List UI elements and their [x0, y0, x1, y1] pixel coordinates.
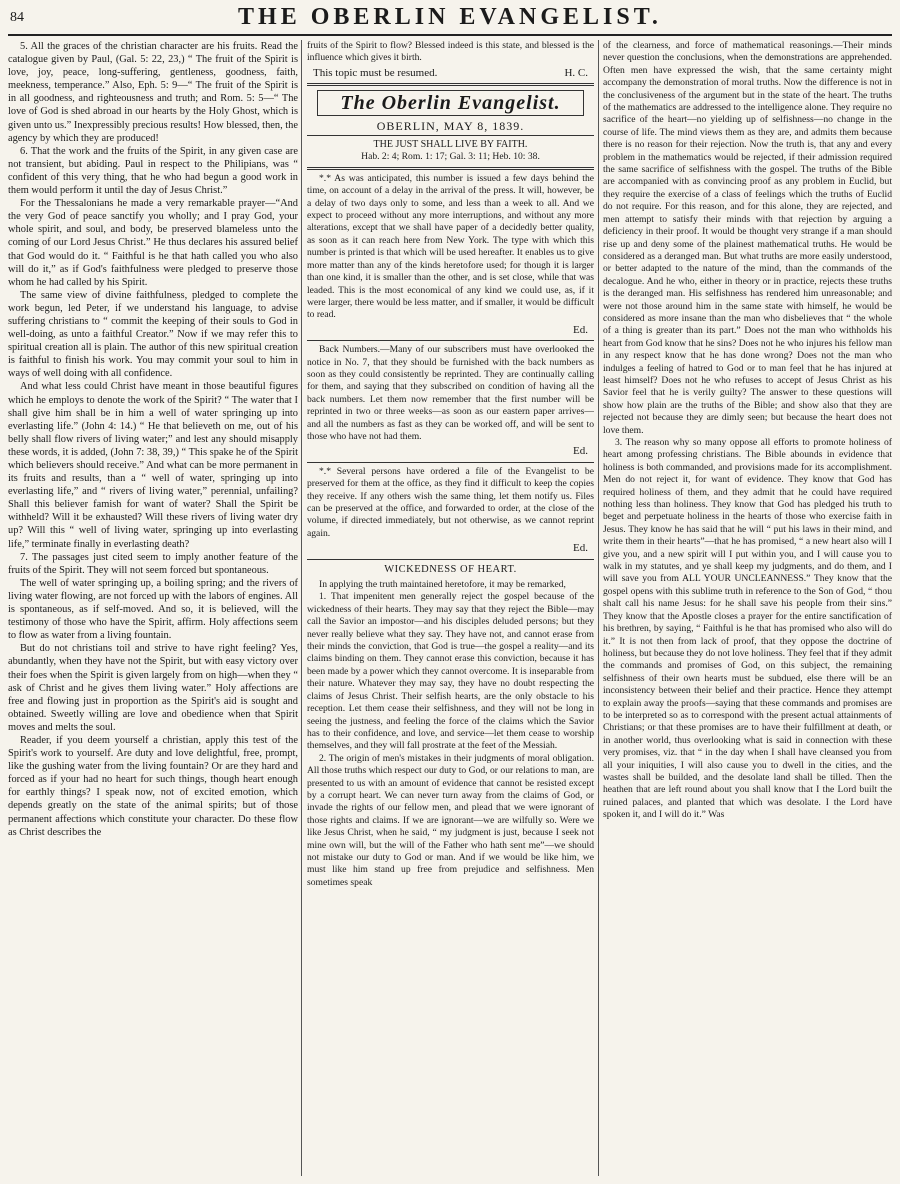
resume-note — [307, 67, 594, 79]
paragraph: 5. All the graces of the christian character are his fruits. Read the catalogue given by Paul, (Gal. 5: 22, 23,) “ The fruit of the Spirit is love, joy, peace, long-suffering, gentleness, goodness, faith, meekness, temperance.” Also, Eph. 5: 9—“ The fruit of the Spirit is in all goodness, and righteousness and truth; and Rom. 5: 5—“ The love of God is shed abroad in our hearts by the Holy Ghost, which is given unto us.” Inexpressibly precious results! How blessed, then, the agency by which they are produced! — [8, 41, 298, 144]
section-rule — [307, 559, 594, 560]
paragraph: 2. The origin of men's mistakes in their judgments of moral obligation. All those truths which respect our duty to God, or our relations to man, are presented to us with an amount of evidence that cannot be resisted except by a corrupt heart. We can never turn away from the claims of God, or invade the rights of our fellow men, and plead that we were ignorant of those rights and claims. If we are ignorant—we are wilfully so. Were we like Jesus Christ, when he said, “ my judgment is just, because I seek not mine own will, but the will of the Father who hath sent me”—we should not mistake our duty to God or man. And if we would be like him, we must like him stand up free from prejudice and selfishness. Men sometimes speak — [307, 752, 594, 888]
paragraph: fruits of the Spirit to flow? Blessed indeed is this state, and blessed is the influence which gives it birth. — [307, 40, 594, 64]
masthead-rule — [8, 34, 892, 36]
motto: THE JUST SHALL LIVE BY FAITH. — [373, 139, 528, 151]
paragraph: 3. The reason why so many oppose all efforts to promote holiness of heart among professing christians. The Bible abounds in evidence that holiness is both commanded, and provisions made for its accomplishment. Men do not reject it, for want of evidence. They know that God has required holiness of them, and they admit that he could have required nothing less than holiness. They know that God has pledged his truth to beget and perpetuate holiness in the hearts of those who exercise faith in Jesus. They know he has said that he will “ put his laws in their mind, and write them in their hearts”—that he has promised, “ a new heart also will I give you, and a new spirit will I put within you, and I will cause you to walk in my statutes, and ye shall keep my judgments, and do them, and I will save you from ALL YOUR UNCLEANNESS.” They know that the gospel opens with this sublime truth in reference to the Son of God, “ thou shalt call his name Jesus: for he shall save his people from their sins.” They know that the Apostle closes a prayer for the entire sanctification of his brethren, by saying, “ Faithful is he that has promised who also will do it.” It is not then from lack of proof, that they oppose the doctrine of holiness, but because they do not love holiness. They feel that if they admit the commands and promises of God, on this subject, the remaining selfishness of their own hearts must be subdued, else there will be an inconsistency between their belief and their practice. Hence they attempt to explain away the proofs—saying that these commands and promises are to be interpreted so as to correspond with the present actual attainments of Christians; or that these promises are to have their fulfillment at death, or in another world, thus overlooking what is said in connection with these very promises, viz. that “ in the day when I shall have cleansed you from all your iniquities, I will also cause you to dwell in the cities, and the wastes shall be builded, and the desolate land shall be tilled. Then the heathen that are left round about you shall know that I the Lord built the ruined palaces, and planted that which was desolate. I the Lord have spoken it, and I will do it.” Was — [603, 437, 892, 821]
paragraph: 7. The passages just cited seem to imply another feature of the fruits of the Spirit. They will not seem forced but spontaneous. — [8, 551, 298, 576]
paragraph: 6. That the work and the fruits of the Spirit, in any given case are not transient, but abiding. Paul in respect to the Philipians, was “ confident of this very thing, that he who had begun a good work in them would perform it until the day of Jesus Christ.” — [8, 145, 298, 197]
dateline: OBERLIN, MAY 8, 1839. — [376, 118, 525, 133]
resume-initials: H. C. — [564, 66, 588, 79]
notice: *.* Several persons have ordered a file of the Evangelist to be preserved for them at the office, as they find it difficult to keep the copies they receive. If any others wish the same thing, let them notify us. Files can be preserved at the office, and forwarded to order, at the close of the volume, if directed immediately, but not otherwise, as we cannot reprint again. — [307, 465, 594, 539]
notice: *.* As was anticipated, this number is issued a few days behind the time, on account of a delay in the arrival of the press. It will, however, be a delay of two days only to some, and less than a week to all. And we expect to proceed without any more interruptions, and without any more alterations, except that we shall have paper of a decidedly better quality, as soon as it can reach here from New York. The type with which this number is printed is that which will be used hereafter. It enables us to give more matter than any of the kinds heretofore used; for though it is larger than one kind, it is smaller than the other, and is set close, while that was leaded. This is the most economical of any kind we could use, as, if it were larger, there would be less matter, and if smaller, it would be difficult to read. — [307, 172, 594, 321]
notice: Back Numbers.—Many of our subscribers must have overlooked the notice in No. 7, that they should be furnished with the back numbers as soon as they could consistently be reprinted. They are continually calling for them, and saying that they subscribed on condition of having all the back numbers. Let them now remember that the first number will be reprinted in two or three weeks—as soon as our eastern paper arrives—and all the numbers as fast as they can be worked off, and will be sent to those who have not had them. — [307, 344, 594, 442]
column-divider — [301, 40, 302, 1176]
section-rule — [307, 340, 594, 341]
notice-signature: Ed. — [573, 445, 588, 458]
paragraph: 1. That impenitent men generally reject the gospel because of the wickedness of their hearts. They may say that they reject the Bible—may call the Savior an impostor—and his disciples deluded persons; but they never really believe what they say. They have not, and cannot erase from their minds the conviction, that God is true—the gospel a reality—and its claims binding on them. They cannot erase this conviction, because it has been made by a power which they cannot overcome. It is inseparable from their nature. Whatever they may say, they have no doubt respecting the claims of Jesus Christ. Their selfish hearts, are the only obstacle to his reception. Let them cease their selfishness, and they will not be long in seeing the justness, and feeling the force of the claims which the Savior has to their confidence, and love, and service—let them cease to worship themselves, and they will fall prostrate at the feet of the Messiah. — [307, 591, 594, 752]
section-rule — [307, 462, 594, 463]
paragraph: of the clearness, and force of mathematical reasonings.—Their minds never question the conclusions, when the demonstrations are apprehended. Often men have expressed the wish, that the same certainty might accompany the demonstration of moral truths. Now the difference is not in the conclusiveness of the argument but in the state of the heart. The truths of the mathematics are addressed to the intelligence alone. They require no sacrifice of the heart—no yielding up of selfishness—no change in the course of life. The mind views them as they are, and admits them because there is no reason for their rejection. Now the truth is, that any and every problem in the mathematics would be rejected, if their admission required the same sacrifice of selfishness with the gospel. The truths of the Bible are accompanied with as convincing proof as any problem in Euclid, but they require the exercise of a class of feelings which the truths of Euclid do not require. For this reason, and for this alone, they are rejected, and men attempt to satisfy their minds with that rejection by arguing a deficiency in their proof. It would be thought very strange if a man should rise up and deny some of the plainest mathematical truths. He would be considered as a deranged man. But what truths are more easily understood, or better adapted to the nature of the mind, than the commands of the decalogue. And he who, either in theory or in practice, rejects these truths is the deranged man. His selfishness has rendered him unreasonable; and were not those around him in the same state with himself, he would be considered as more insane than the man who disbelieves that “ the whole of a thing is greater than its part.” Does not the man who withholds his heart from God know that he sins? Does not he who injures his fellow man in any respect know that he has done wrong? Does not the man who indulges a feeling of hatred to God or to man feel that he has injured at least himself? Does not he who refuses to accept of Jesus Christ as his Savior feel that he is verily guilty? The answer to these questions will show how plain are the truths of the Bible; and show also that they are rejected not because they are dimly seen; but because the heart does not love them. — [603, 40, 892, 436]
column-2 — [307, 40, 594, 1176]
column-1 — [8, 40, 298, 1176]
paragraph: Reader, if you deem yourself a christian, apply this test of the Spirit's work to yourself. Are duty and love delightful, free, prompt, like the gushing water from the living fountain? Or are they hard and forced as if your had no heart for such things, though heart enough for earthly things? I speak now, not of excited emotion, which depends greatly on the state of the animal spirits; but of those permanent affections which constitute your character. Do these flow as Christ describes the — [8, 734, 298, 838]
paragraph: For the Thessalonians he made a very remarkable prayer—“And the very God of peace sanctify you wholly; and I pray God, your whole spirit, and soul, and body, be preserved blameless unto the coming of our Lord Jesus Christ.” He thus declares his assured belief that God would do it. “ Faithful is he that hath called you who also will do it,” as if God's faithfulness were pledged to preserve those whom he had called by his Spirit. — [8, 198, 298, 288]
section-rule — [307, 135, 594, 136]
paragraph: But do not christians toil and strive to have right feeling? Yes, abundantly, when they have not the Spirit, but with easy victory over their foes when the Spirit is given largely from on high—when they “ ask of Christ and he gives them living water.” Holy affections are free and flowing just in proportion as the Spirit's aid is sought and obtained. Sweetly willing are love and obedience when that Spirit moves and melts the soul. — [8, 643, 298, 733]
resume-text: This topic must be resumed. — [313, 66, 438, 79]
paragraph: In applying the truth maintained heretofore, it may be remarked, — [319, 579, 566, 591]
masthead-title: THE OBERLIN EVANGELIST. — [238, 4, 662, 30]
paragraph: The same view of divine faithfulness, pledged to complete the work begun, led Peter, if we understand his language, to advise suffering christians to “ commit the keeping of their souls to God in well-doing, as unto a faithful Creator.” Now if we may refer this to spiritual creation all is plain. The author of this new spiritual creation is faithful to finish his work. You may commit your soul to him in ways of well doing with all confidence. — [8, 289, 298, 380]
page-number: 84 — [10, 10, 24, 25]
motto-references: Hab. 2: 4; Rom. 1: 17; Gal. 3: 11; Heb. 10: 38. — [361, 151, 540, 163]
column-divider — [598, 40, 599, 1176]
paragraph: And what less could Christ have meant in those beautiful figures which he employs to denote the work of the Spirit? “ The water that I shall give him shall be in him a well of water springing up into everlasting life.” (John 4: 14.) “ He that believeth on me, out of his belly shall flow rivers of living water;” and lest any should misapply these words, it is added, (John 7: 38, 39,) “ This spake he of the Spirit which believers should receive.” And what can be more permanent in its fruits and results, than a “ well of water, springing up into everlasting life,” and “ rivers of living water,” perennial, unfailing? Shall this believer famish for want of water? Shall the Spirit be withheld? Will it be exhausted? Will these rivers of living water dry up? Will this “ well of living water, springing up into everlasting life,” terminate finally in everlasting death? — [8, 381, 298, 550]
column-3 — [603, 40, 892, 1176]
section-rule — [307, 167, 594, 170]
paragraph: The well of water springing up, a boiling spring; and the rivers of living water flowing, are not forced up with the labors of engines. All is spontaneous, as if self-moved. And so, it is believed, will the testimony of those who have the Spirit, affirm. Holy affections seem to flow as water from a living fountain. — [8, 577, 298, 642]
notice-signature: Ed. — [573, 542, 588, 555]
section-rule — [307, 83, 594, 86]
article-heading: WICKEDNESS OF HEART. — [384, 563, 517, 575]
notice-signature: Ed. — [573, 323, 588, 336]
editorial-flag: The Oberlin Evangelist. — [317, 90, 584, 115]
